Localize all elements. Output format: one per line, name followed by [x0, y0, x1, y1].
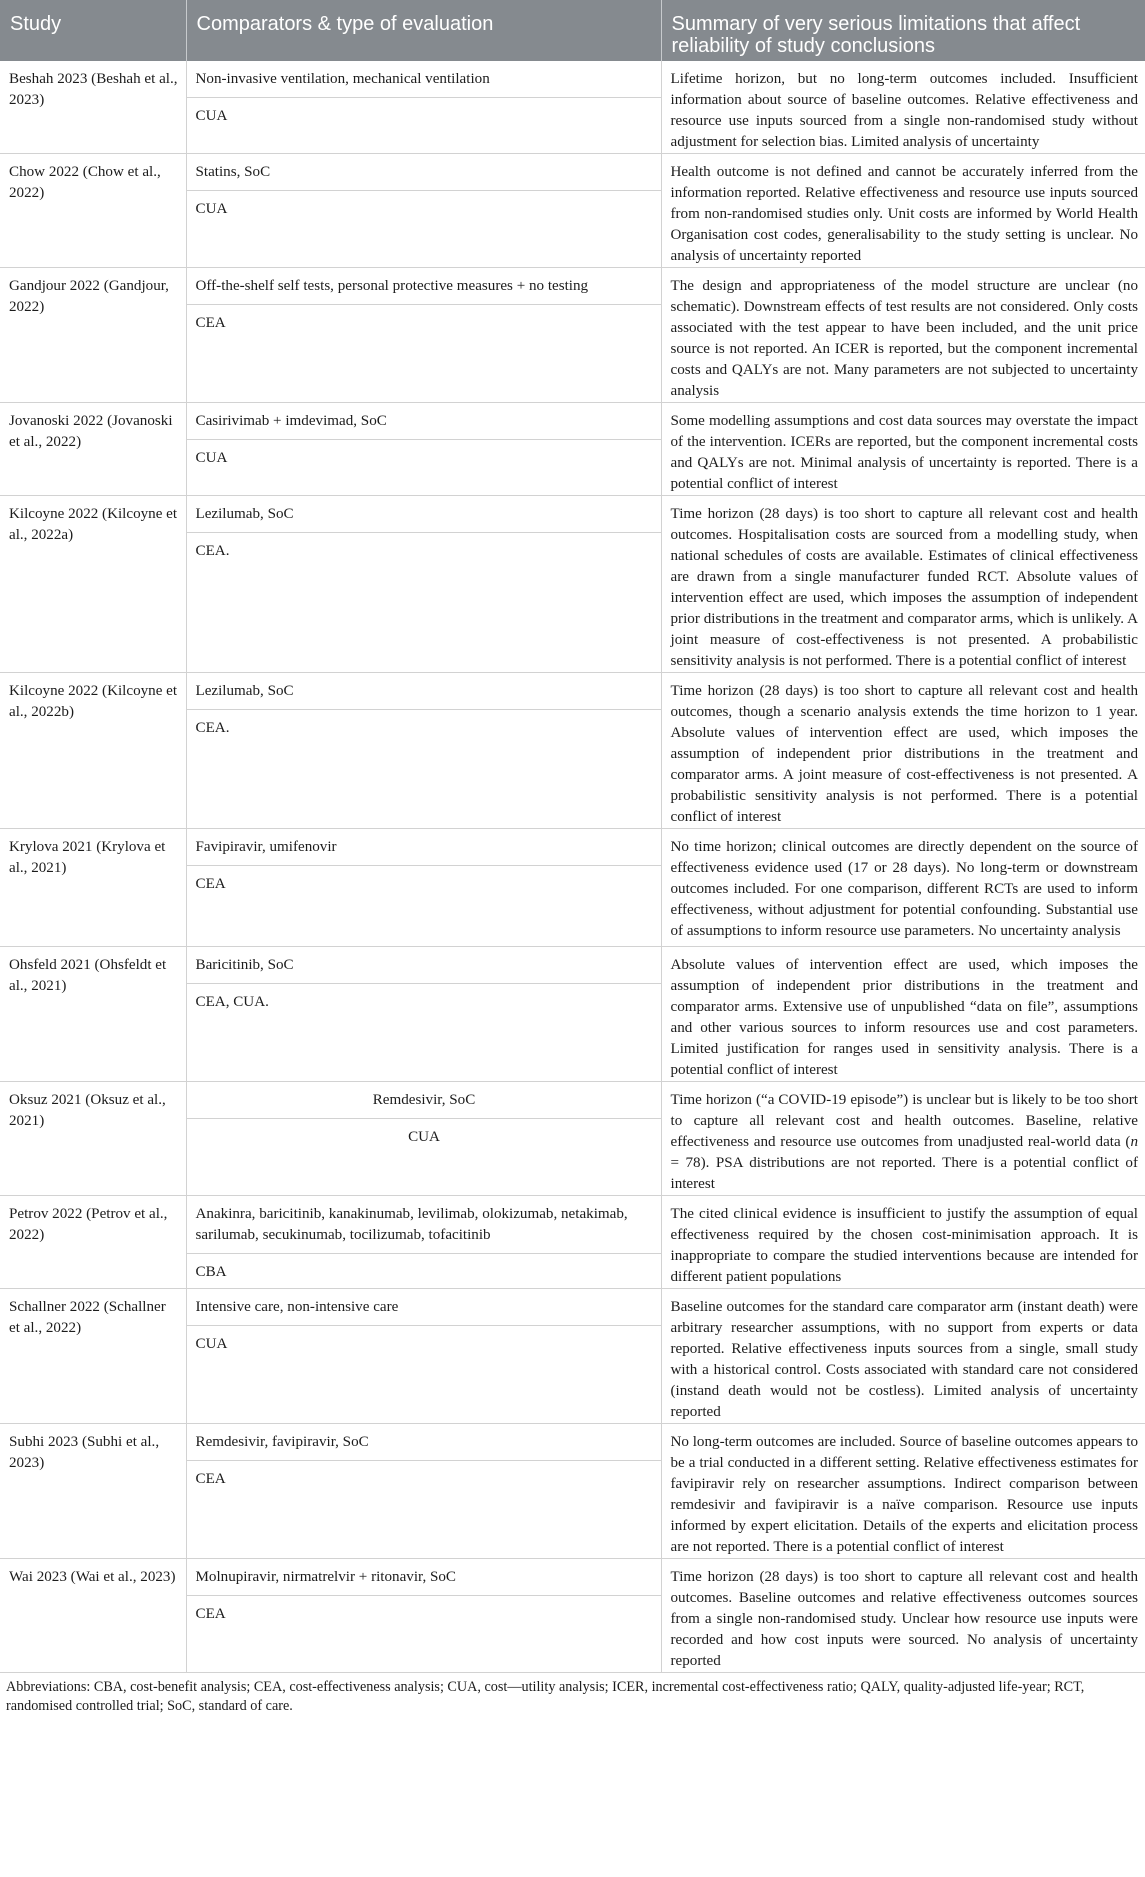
comparators-text: Intensive care, non-intensive care	[187, 1289, 661, 1326]
comparators-text: Casirivimab + imdevimad, SoC	[187, 403, 661, 440]
study-cell: Beshah 2023 (Beshah et al., 2023)	[0, 61, 186, 154]
table-row	[0, 673, 1145, 829]
study-cell: Gandjour 2022 (Gandjour, 2022)	[0, 268, 186, 403]
evaluation-type: CEA	[195, 1471, 226, 1487]
study-cell: Subhi 2023 (Subhi et al., 2023)	[0, 1424, 186, 1559]
evaluation-type: CUA	[195, 201, 228, 217]
table-row	[0, 1424, 1145, 1559]
comparators-cell	[186, 673, 661, 829]
comparators-text: Anakinra, baricitinib, kanakinumab, levilimab, olokizumab, netakimab, sarilumab, secukinumab, tocilizumab, tofacitinib	[187, 1196, 661, 1254]
comparators-text: Lezilumab, SoC	[187, 496, 661, 533]
evaluation-type: CUA	[195, 1336, 228, 1352]
evaluation-type: CUA	[195, 108, 228, 124]
study-cell: Petrov 2022 (Petrov et al., 2022)	[0, 1196, 186, 1289]
summary-cell: Time horizon (28 days) is too short to capture all relevant cost and health outcomes. Hospitalisation costs are sourced from a modelling study, when national schedules of costs are available. Estimates of clinical effectiveness are drawn from a single manufacturer funded RCT. Absolute values of intervention effect are used, which imposes the assumption of independent prior distributions in the treatment and comparator arms, which is unlikely. A joint measure of cost-effectiveness is not presented. A probabilistic sensitivity analysis is not performed. There is a potential conflict of interest	[670, 506, 1138, 669]
comparators-text: Molnupiravir, nirmatrelvir + ritonavir, SoC	[187, 1559, 661, 1596]
comparators-cell	[186, 403, 661, 496]
evaluation-type: CEA.	[195, 720, 230, 736]
evaluation-type: CUA	[408, 1129, 440, 1145]
evaluation-type: CEA	[195, 876, 226, 892]
table-row	[0, 61, 1145, 154]
sample-size-symbol: n	[1130, 1134, 1138, 1150]
comparators-cell	[186, 268, 661, 403]
header-comparators: Comparators & type of evaluation	[186, 0, 661, 61]
study-cell: Ohsfeld 2021 (Ohsfeldt et al., 2021)	[0, 947, 186, 1082]
study-cell: Chow 2022 (Chow et al., 2022)	[0, 154, 186, 268]
summary-cell: The cited clinical evidence is insufficient to justify the assumption of equal effectiveness required by the chosen cost-minimisation approach. It is inappropriate to compare the studied interventions because are intended for different patient populations	[670, 1206, 1138, 1285]
comparators-text: Remdesivir, SoC	[187, 1082, 661, 1119]
table-header	[0, 0, 1145, 61]
summary-cell: No long-term outcomes are included. Source of baseline outcomes appears to be a trial conducted in a different setting. Relative effectiveness estimates for favipiravir rely on researcher assumptions. Indirect comparison between remdesivir and favipiravir is a naïve comparison. Resource use inputs informed by expert elicitation. Details of the experts and elicitation process are not reported. There is a potential conflict of interest	[670, 1434, 1138, 1555]
summary-cell: Lifetime horizon, but no long-term outcomes included. Insufficient information about source of baseline outcomes. Relative effectiveness and resource use inputs sourced from a single non-randomised study without adjustment for selection bias. Limited analysis of uncertainty	[670, 71, 1138, 150]
comparators-cell	[186, 947, 661, 1082]
header-row	[0, 0, 1145, 61]
table-row	[0, 1559, 1145, 1673]
comparators-cell	[186, 154, 661, 268]
summary-cell: Time horizon (28 days) is too short to capture all relevant cost and health outcomes. Baseline outcomes and relative effectiveness outcomes sources from a single non-randomised study. Unclear how resource use inputs were recorded and how cost inputs were sourced. No analysis of uncertainty reported	[670, 1569, 1138, 1669]
summary-cell: Absolute values of intervention effect are used, which imposes the assumption of independent prior distributions in the treatment and comparator arms. Extensive use of unpublished “data on file”, assumptions and other various sources to inform resources use and cost parameters. Limited justification for ranges used in sensitivity analysis. There is a potential conflict of interest	[670, 957, 1138, 1078]
comparators-cell	[186, 61, 661, 154]
evaluation-type: CBA	[195, 1264, 227, 1280]
table-row	[0, 403, 1145, 496]
study-cell: Kilcoyne 2022 (Kilcoyne et al., 2022a)	[0, 496, 186, 673]
header-study: Study	[0, 0, 186, 61]
comparators-cell	[186, 1424, 661, 1559]
table-row	[0, 1196, 1145, 1289]
comparators-text: Favipiravir, umifenovir	[187, 829, 661, 866]
comparators-cell	[186, 1196, 661, 1289]
summary-cell: Time horizon (28 days) is too short to capture all relevant cost and health outcomes, though a scenario analysis extends the time horizon to 1 year. Absolute values of intervention effect are used, which imposes the assumption of independent prior distributions in the treatment and comparator arms. A joint measure of cost-effectiveness is not presented. A probabilistic sensitivity analysis is not performed. There is a potential conflict of interest	[670, 683, 1138, 825]
evaluation-type: CEA	[195, 315, 226, 331]
comparators-text: Baricitinib, SoC	[187, 947, 661, 984]
summary-cell	[661, 1082, 1145, 1196]
comparators-cell	[186, 1559, 661, 1673]
study-cell: Kilcoyne 2022 (Kilcoyne et al., 2022b)	[0, 673, 186, 829]
comparators-cell	[186, 1289, 661, 1424]
table-row	[0, 1289, 1145, 1424]
table-body	[0, 61, 1145, 1673]
header-summary: Summary of very serious limitations that affect reliability of study conclusions	[661, 0, 1145, 61]
evaluation-type: CUA	[195, 450, 228, 466]
summary-cell: No time horizon; clinical outcomes are directly dependent on the source of effectiveness evidence used (17 or 28 days). No long-term or downstream outcomes included. For one comparison, different RCTs are used to inform effectiveness, without adjustment for potential confounding. Substantial use of assumptions to inform resource use parameters. No uncertainty analysis	[670, 839, 1138, 939]
summary-text: = 78). PSA distributions are not reported. There is a potential conflict of interest	[670, 1155, 1138, 1192]
study-cell: Schallner 2022 (Schallner et al., 2022)	[0, 1289, 186, 1424]
evaluation-type: CEA, CUA.	[195, 994, 269, 1010]
summary-cell: Baseline outcomes for the standard care comparator arm (instant death) were arbitrary researcher assumptions, with no support from experts or data reported. Relative effectiveness inputs sources from a single, small study with a historical control. Costs associated with standard care not considered (instand death would not be costless). Limited analysis of uncertainty reported	[670, 1299, 1138, 1420]
comparators-cell	[186, 829, 661, 947]
comparators-text: Lezilumab, SoC	[187, 673, 661, 710]
table-row	[0, 496, 1145, 673]
comparators-text: Off-the-shelf self tests, personal protective measures + no testing	[187, 268, 661, 305]
table-row	[0, 829, 1145, 947]
summary-text: Time horizon (“a COVID-19 episode”) is unclear but is likely to be too short to capture all relevant cost and health outcomes. Baseline, relative effectiveness and resource use outcomes from unadjusted real-world data (	[670, 1092, 1138, 1150]
study-cell: Krylova 2021 (Krylova et al., 2021)	[0, 829, 186, 947]
evaluation-type: CEA	[195, 1606, 226, 1622]
summary-cell: Health outcome is not defined and cannot be accurately inferred from the information reported. Relative effectiveness and resource use inputs sourced from non-randomised studies only. Unit costs are informed by World Health Organisation cost codes, generalisability to the study setting is unclear. No analysis of uncertainty reported	[670, 164, 1138, 264]
study-cell: Wai 2023 (Wai et al., 2023)	[0, 1559, 186, 1673]
comparators-cell	[186, 1082, 661, 1196]
table-row	[0, 947, 1145, 1082]
summary-cell: The design and appropriateness of the model structure are unclear (no schematic). Downstream effects of test results are not considered. Only costs associated with the test appear to have been included, and the unit price source is not reported. An ICER is reported, but the component incremental costs and QALYs are not. Many parameters are not subjected to uncertainty analysis	[670, 278, 1138, 399]
table-row	[0, 268, 1145, 403]
comparators-text: Non-invasive ventilation, mechanical ventilation	[187, 61, 661, 98]
comparators-text: Remdesivir, favipiravir, SoC	[187, 1424, 661, 1461]
comparators-text: Statins, SoC	[187, 154, 661, 191]
summary-cell: Some modelling assumptions and cost data sources may overstate the impact of the intervention. ICERs are reported, but the component incremental costs and QALYs are not. Minimal analysis of uncertainty is reported. There is a potential conflict of interest	[670, 413, 1138, 492]
comparators-cell	[186, 496, 661, 673]
table-row	[0, 154, 1145, 268]
table-row	[0, 1082, 1145, 1196]
study-cell: Oksuz 2021 (Oksuz et al., 2021)	[0, 1082, 186, 1196]
evaluation-type: CEA.	[195, 543, 230, 559]
study-cell: Jovanoski 2022 (Jovanoski et al., 2022)	[0, 403, 186, 496]
abbreviations-footnote: Abbreviations: CBA, cost-benefit analysis; CEA, cost-effectiveness analysis; CUA, cost—utility analysis; ICER, incremental cost-effectiveness ratio; QALY, quality-adjusted life-year; RCT, randomised controlled trial; SoC, standard of care.	[6, 1679, 1085, 1714]
